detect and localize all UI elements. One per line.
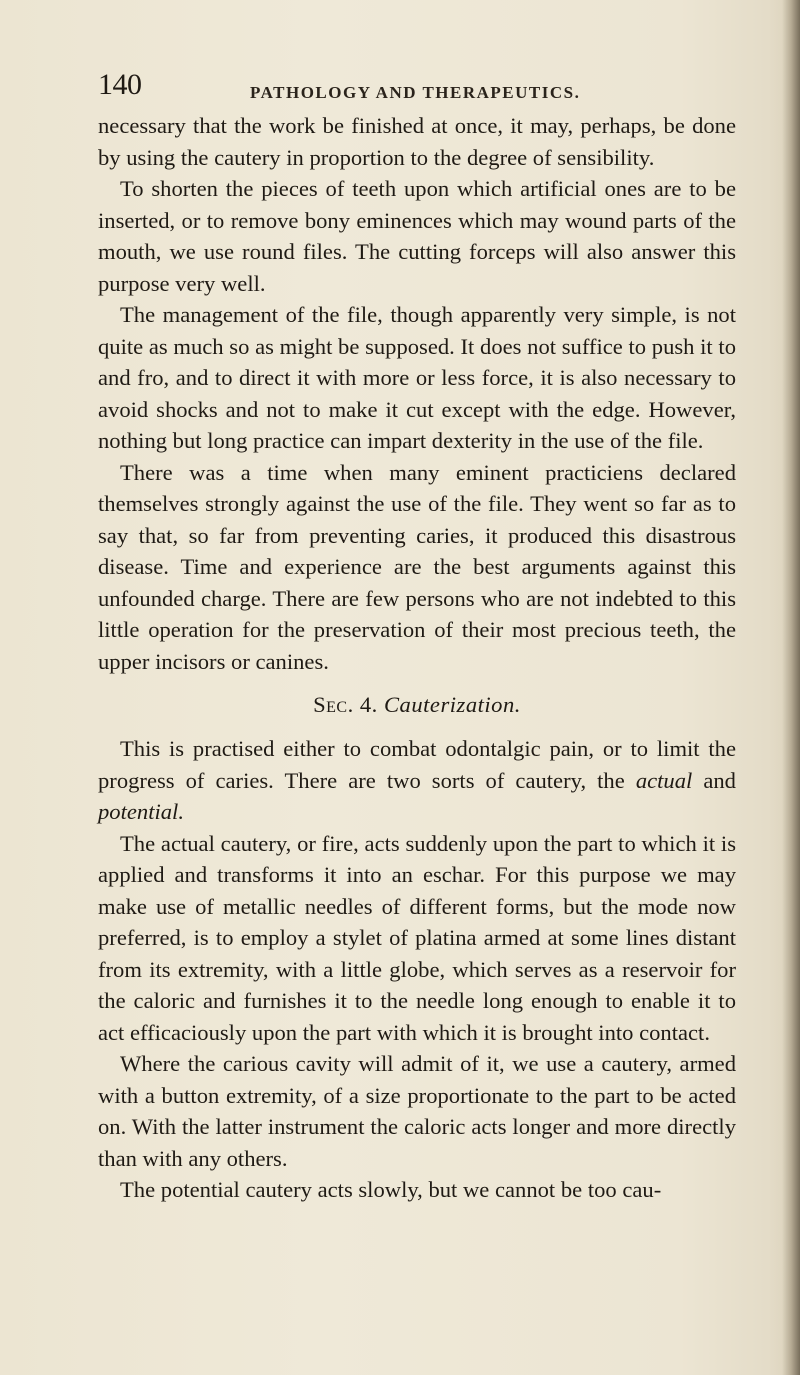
paragraph-actual-cautery: The actual cautery, or fire, acts suddenly upon the part to which it is applied and transforms it into an eschar. For this purpose we may make use of metallic needles of different forms, but the mode now preferred, is to employ a stylet of platina armed at some lines distant from its extremity, with a little globe, which serves as a reservoir for the caloric and furnishes it to the needle long enough to enable it to act efficaciously upon the part with which it is brought into contact. (98, 830, 736, 1045)
section-label: Sec. 4. (313, 692, 378, 717)
page-number: 140 (98, 68, 142, 101)
term-actual: actual (635, 767, 693, 793)
section-heading (98, 690, 736, 720)
running-head: PATHOLOGY AND THERAPEUTICS. (250, 83, 581, 102)
paragraph-button-cautery: Where the carious cavity will admit of it, we use a cautery, armed with a button extremity, of a size proportionate to the part to be acted on. With the latter instrument the caloric acts longer and more directly than with any others. (98, 1051, 736, 1171)
paragraph-file-management: The management of the file, though apparently very simple, is not quite as much so as might be supposed. It does not suffice to push it to and fro, and to direct it with more or less force, it is also necessary to avoid shocks and not to make it cut except with the edge. However, nothing but long practice can impart dexterity in the use of the file. (98, 302, 736, 453)
paragraph-potential-cautery: The potential cautery acts slowly, but we cannot be too cau- (120, 1177, 662, 1202)
section-title: Cauterization. (383, 692, 521, 717)
page-header (98, 68, 758, 108)
page-edge-shadow (782, 0, 800, 1375)
paragraph-cauterization-intro (98, 733, 736, 828)
conjunction-and: and (692, 767, 736, 793)
intro-text: This is practised either to combat odontalgic pain, or to limit the progress of caries. There are two sorts of cautery, the (98, 736, 736, 793)
paragraph-continuation: necessary that the work be finished at once, it may, perhaps, be done by using the cautery in proportion to the degree of sensibility. (98, 113, 736, 170)
term-potential: potential. (98, 799, 184, 824)
body-text (98, 110, 736, 1206)
paragraph-round-files: To shorten the pieces of teeth upon which artificial ones are to be inserted, or to remove bony eminences which may wound parts of the mouth, we use round files. The cutting forceps will also answer this purpose very well. (98, 176, 736, 296)
paragraph-file-controversy: There was a time when many eminent practiciens declared themselves strongly against the use of the file. They went so far as to say that, so far from preventing caries, it produced this disastrous disease. Time and experience are the best arguments against this unfounded charge. There are few persons who are not indebted to this little operation for the preservation of their most precious teeth, the upper incisors or canines. (98, 459, 736, 674)
